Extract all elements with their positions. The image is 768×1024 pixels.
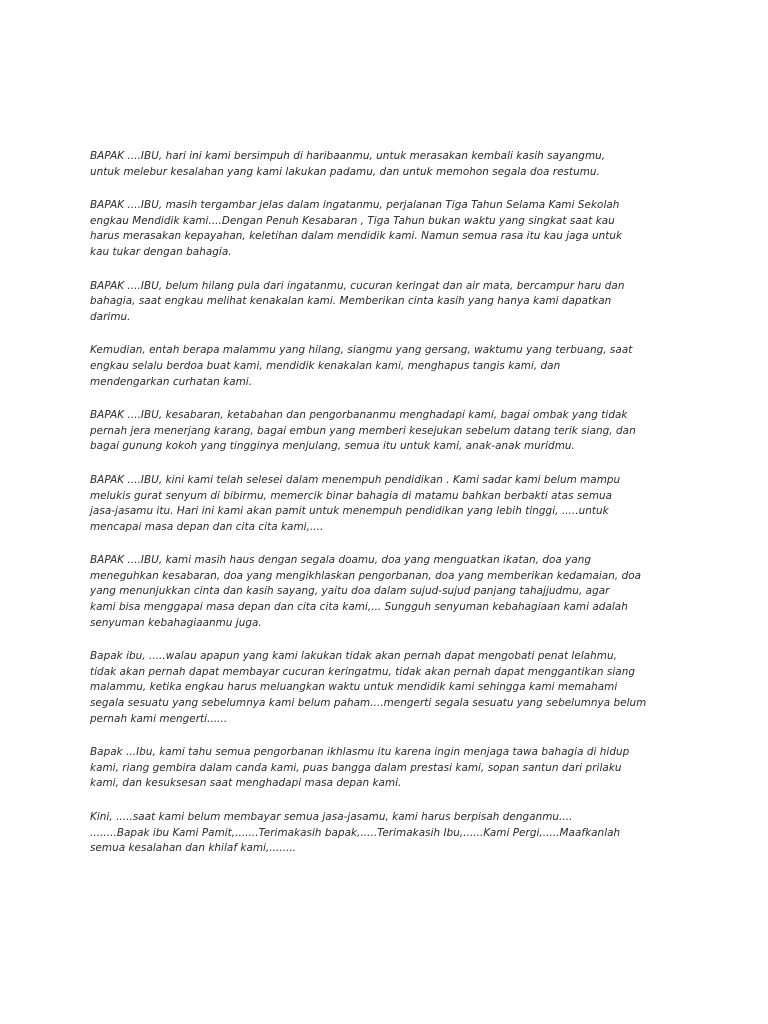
paragraph-10: Kini, .....saat kami belum membayar semua jasa-jasamu, kami harus berpisah denganmu.... ........Bapak ibu Kami Pamit,.......Terimakasih bapak,.....Terimakasih Ibu,......Kami Pergi,.....Maafkanlah semua kesalahan dan khilaf kami,........ bbox=[90, 811, 621, 855]
paragraph-4: Kemudian, entah berapa malammu yang hilang, siangmu yang gersang, waktumu yang terbuang, saat engkau selalu berdoa buat kami, mendidik kenakalan kami, menghapus tangis kami, dan mendengarkan curhatan kami. bbox=[90, 344, 633, 388]
paragraph-1: BAPAK ....IBU, hari ini kami bersimpuh di haribaanmu, untuk merasakan kembali kasih sayangmu, untuk melebur kesalahan yang kami lakukan padamu, dan untuk memohon segala doa restumu. bbox=[90, 150, 606, 178]
paragraph-2: BAPAK ....IBU, masih tergambar jelas dalam ingatanmu, perjalanan Tiga Tahun Selama Kami Sekolah engkau Mendidik kami....Dengan Penuh Kesabaran , Tiga Tahun bukan waktu yang singkat saat kau harus merasakan kepayahan, keletihan dalam mendidik kami. Namun semua rasa itu kau jaga untuk kau tukar dengan bahagia. bbox=[90, 199, 623, 258]
paragraph-9: Bapak ...Ibu, kami tahu semua pengorbanan ikhlasmu itu karena ingin menjaga tawa bahagia di hidup kami, riang gembira dalam canda kami, puas bangga dalam prestasi kami, sopan santun dari prilaku kami, dan kesuksesan saat menghadapi masa depan kami. bbox=[90, 746, 630, 790]
paragraph-5: BAPAK ....IBU, kesabaran, ketabahan dan pengorbananmu menghadapi kami, bagai ombak yang tidak pernah jera menerjang karang, bagai embun yang memberi kesejukan sebelum datang terik siang, dan bagai gunung kokoh yang tingginya menjulang, semua itu untuk kami, anak-anak muridmu. bbox=[90, 409, 636, 453]
paragraph-3: BAPAK ....IBU, belum hilang pula dari ingatanmu, cucuran keringat dan air mata, bercampur haru dan bahagia, saat engkau melihat kenakalan kami. Memberikan cinta kasih yang hanya kami dapatkan darimu. bbox=[90, 279, 625, 323]
paragraph-7: BAPAK ....IBU, kami masih haus dengan segala doamu, doa yang menguatkan ikatan, doa yang meneguhkan kesabaran, doa yang mengikhlaskan pengorbanan, doa yang memberikan kedamaian, doa yang menunjukkan cinta dan kasih sayang, yaitu doa dalam sujud-sujud panjang tahajjudmu, agar kami bisa menggapai masa depan dan cita cita kami,... Sungguh senyuman kebahagiaan kami adalah senyuman kebahagiaanmu juga. bbox=[90, 554, 642, 629]
document-body bbox=[90, 149, 690, 875]
paragraph-6: BAPAK ....IBU, kini kami telah selesei dalam menempuh pendidikan . Kami sadar kami belum mampu melukis gurat senyum di bibirmu, memercik binar bahagia di matamu bahkan berbakti atas semua jasa-jasamu itu. Hari ini kami akan pamit untuk menempuh pendidikan yang lebih tinggi, .....untuk mencapai masa depan dan cita cita kami,.... bbox=[90, 473, 621, 533]
paragraph-8: Bapak ibu, .....walau apapun yang kami lakukan tidak akan pernah dapat mengobati penat lelahmu, tidak akan pernah dapat membayar cucuran keringatmu, tidak akan pernah dapat menggantikan siang malammu, ketika engkau harus meluangkan waktu untuk mendidik kami sehingga kami memahami segala sesuatu yang sebelumnya kami belum paham....mengerti segala sesuatu yang sebelumnya belum pernah kami mengerti...... bbox=[90, 650, 647, 725]
